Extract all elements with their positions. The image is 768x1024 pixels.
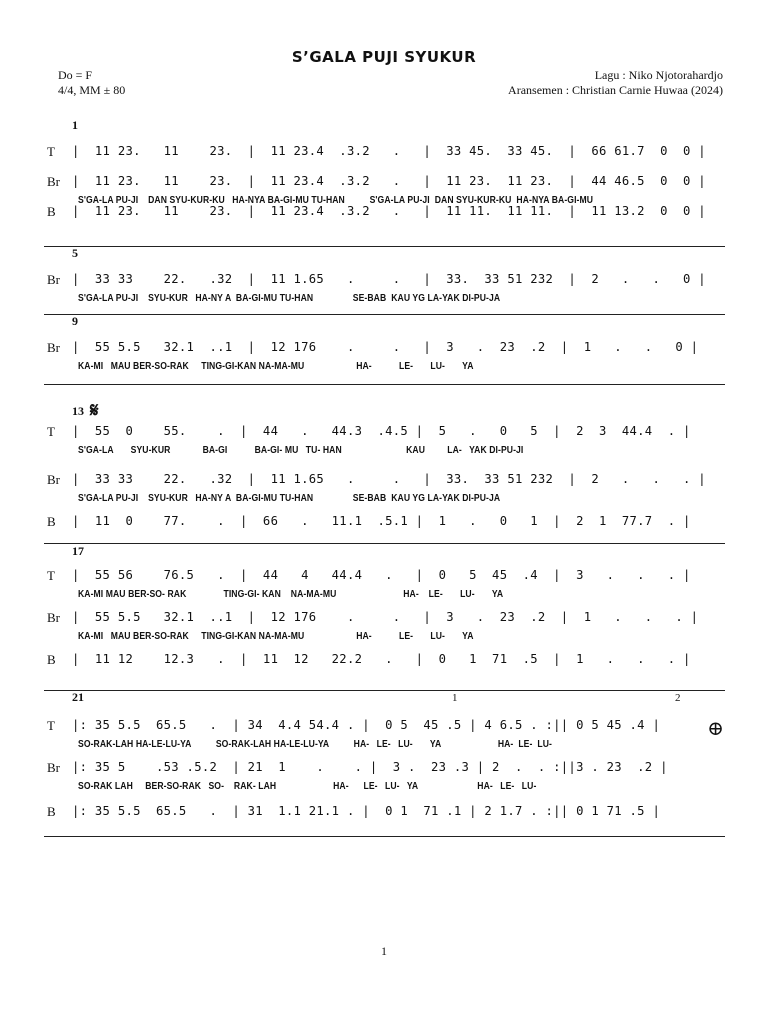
- lyrics-line: KA-MI MAU BER-SO-RAK TING-GI-KAN NA-MA-MU HA- LE- LU- YA: [78, 630, 474, 642]
- voice-label: Br: [47, 340, 60, 355]
- lyrics-line: S'GA-LA PU-JI SYU-KUR HA-NY A BA-GI-MU TU-HAN SE-BAB KAU YG LA-YAK DI-PU-JA: [78, 292, 501, 304]
- voice-row-br: [44, 610, 725, 642]
- notation-line: | 33 33 22. .32 | 11 1.65 . . | 33. 33 51 232 | 2 . . 0 |: [72, 272, 706, 286]
- measure-number-text: 9: [72, 314, 78, 328]
- measure-number: [72, 246, 78, 261]
- notation-line: | 55 0 55. . | 44 . 44.3 .4.5 | 5 . 0 5 | 2 3 44.4 . |: [72, 424, 691, 438]
- voice-row-t: [44, 718, 725, 750]
- voice-label: Br: [47, 472, 60, 487]
- credits: [508, 68, 723, 98]
- measure-number-text: 5: [72, 246, 78, 260]
- measure-number-text: 21: [72, 690, 84, 704]
- notation-line: | 11 23. 11 23. | 11 23.4 .3.2 . | 11 11. 11 11. | 11 13.2 0 0 |: [72, 204, 706, 218]
- lyrics-line: KA-MI MAU BER-SO- RAK TING-GI- KAN NA-MA-MU HA- LE- LU- YA: [78, 588, 504, 600]
- measure-number: [72, 398, 99, 421]
- measure-number: [72, 314, 78, 329]
- voice-label: B: [47, 652, 56, 667]
- voice-label: B: [47, 804, 56, 819]
- notation-line: |: 35 5.5 65.5 . | 31 1.1 21.1 . | 0 1 71 .1 | 2 1.7 . :|| 0 1 71 .5 |: [72, 804, 661, 818]
- measure-number-text: 13: [72, 404, 84, 418]
- system-divider: [44, 836, 725, 837]
- voice-label: T: [47, 144, 55, 159]
- coda-icon: ⊕: [707, 718, 724, 740]
- voice-row-br: [44, 472, 725, 504]
- measure-number: [72, 544, 84, 559]
- lyrics-line: S'GA-LA SYU-KUR BA-GI BA-GI- MU TU- HAN KAU LA- YAK DI-PU-JI: [78, 444, 524, 456]
- voice-label: T: [47, 718, 55, 733]
- system-divider: [44, 314, 725, 315]
- lyrics-line: SO-RAK-LAH HA-LE-LU-YA SO-RAK-LAH HA-LE-LU-YA HA- LE- LU- YA HA- LE- LU-: [78, 738, 552, 750]
- voice-row-t: [44, 144, 725, 160]
- notation-line: | 11 23. 11 23. | 11 23.4 .3.2 . | 11 23. 11 23. | 44 46.5 0 0 |: [72, 174, 706, 188]
- composer: Lagu : Niko Njotorahardjo: [594, 68, 723, 82]
- system-divider: [44, 384, 725, 385]
- tempo-marking: 4/4, MM ± 80: [58, 83, 126, 97]
- voice-row-b: [44, 514, 725, 530]
- voice-row-b: [44, 204, 725, 220]
- voice-label: Br: [47, 610, 60, 625]
- lyrics-line: SO-RAK LAH BER-SO-RAK SO- RAK- LAH HA- LE- LU- YA HA- LE- LU-: [78, 780, 537, 792]
- measure-number-text: 17: [72, 544, 84, 558]
- voice-row-b: [44, 804, 725, 820]
- system-divider: [44, 690, 725, 691]
- notation-line: | 55 5.5 32.1 ..1 | 12 176 . . | 3 . 23 .2 | 1 . . . |: [72, 610, 699, 624]
- key-tempo-info: [58, 68, 125, 98]
- segno-icon: 𝄋: [90, 400, 99, 422]
- voice-label: Br: [47, 272, 60, 287]
- notation-line: | 33 33 22. .32 | 11 1.65 . . | 33. 33 51 232 | 2 . . . |: [72, 472, 706, 486]
- system-divider: [44, 246, 725, 247]
- measure-number: [72, 690, 84, 705]
- page-number: 1: [381, 944, 387, 958]
- voice-row-br: [44, 272, 725, 304]
- lyrics-line: S'GA-LA PU-JI SYU-KUR HA-NY A BA-GI-MU TU-HAN SE-BAB KAU YG LA-YAK DI-PU-JA: [78, 492, 501, 504]
- voice-label: T: [47, 424, 55, 439]
- voice-label: B: [47, 204, 56, 219]
- notation-line: | 11 12 12.3 . | 11 12 22.2 . | 0 1 71 .5 | 1 . . . |: [72, 652, 691, 666]
- volta-1-label: 1: [452, 692, 458, 704]
- voice-row-br: [44, 174, 725, 206]
- notation-line: | 11 23. 11 23. | 11 23.4 .3.2 . | 33 45. 33 45. | 66 61.7 0 0 |: [72, 144, 706, 158]
- notation-line: |: 35 5.5 65.5 . | 34 4.4 54.4 . | 0 5 45 .5 | 4 6.5 . :|| 0 5 45 .4 |: [72, 718, 661, 732]
- voice-label: T: [47, 568, 55, 583]
- measure-number-text: 1: [72, 118, 78, 132]
- voice-label: Br: [47, 760, 60, 775]
- volta-2-label: 2: [675, 692, 681, 704]
- voice-label: Br: [47, 174, 60, 189]
- voice-row-b: [44, 652, 725, 668]
- system-divider: [44, 543, 725, 544]
- measure-number: [72, 118, 78, 133]
- arranger: Aransemen : Christian Carnie Huwaa (2024): [508, 83, 723, 97]
- voice-row-br: [44, 760, 725, 792]
- voice-row-br: [44, 340, 725, 372]
- voice-row-t: [44, 424, 725, 456]
- voice-label: B: [47, 514, 56, 529]
- lyrics-line: S'GA-LA PU-JI DAN SYU-KUR-KU HA-NYA BA-GI-MU TU-HAN S'GA-LA PU-JI DAN SYU-KUR-KU HA-NYA BA-GI-MU: [78, 194, 594, 206]
- notation-line: |: 35 5 .53 .5.2 | 21 1 . . | 3 . 23 .3 | 2 . . :||3 . 23 .2 |: [72, 760, 668, 774]
- notation-line: | 11 0 77. . | 66 . 11.1 .5.1 | 1 . 0 1 | 2 1 77.7 . |: [72, 514, 691, 528]
- lyrics-line: KA-MI MAU BER-SO-RAK TING-GI-KAN NA-MA-MU HA- LE- LU- YA: [78, 360, 474, 372]
- notation-line: | 55 56 76.5 . | 44 4 44.4 . | 0 5 45 .4 | 3 . . . |: [72, 568, 691, 582]
- key-signature: Do = F: [58, 68, 93, 82]
- song-title: S’GALA PUJI SYUKUR: [291, 48, 477, 66]
- voice-row-t: [44, 568, 725, 600]
- notation-line: | 55 5.5 32.1 ..1 | 12 176 . . | 3 . 23 .2 | 1 . . 0 |: [72, 340, 699, 354]
